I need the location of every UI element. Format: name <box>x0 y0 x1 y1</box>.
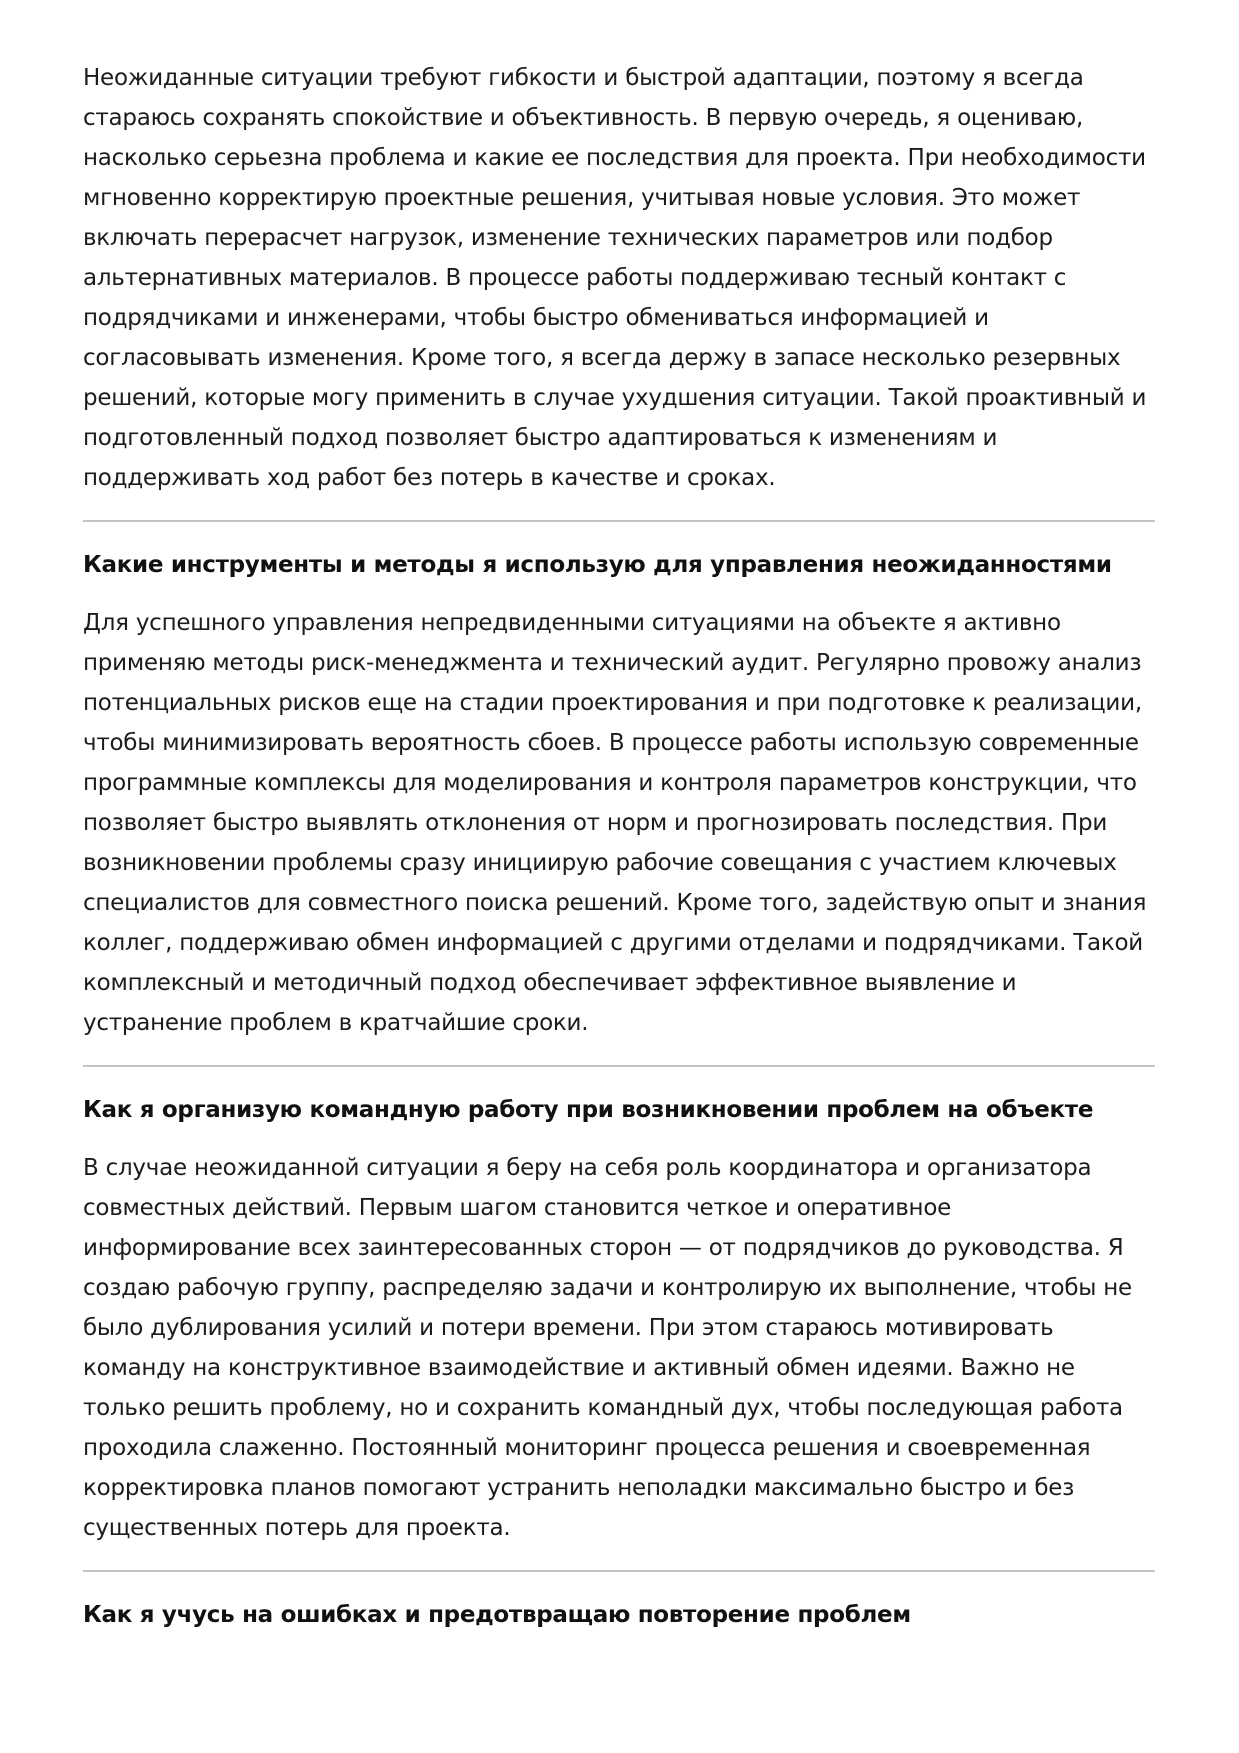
section-heading-learning: Как я учусь на ошибках и предотвращаю повторение проблем <box>83 1602 911 1628</box>
section-divider <box>83 520 1155 522</box>
section-divider <box>83 1570 1155 1572</box>
intro-paragraph: Неожиданные ситуации требуют гибкости и быстрой адаптации, поэтому я всегда стараюсь сохранять спокойствие и объективность. В первую очередь, я оцениваю, насколько серьезна проблема и какие ее последствия для проекта. При необходимости мгновенно корректирую проектные решения, учитывая новые условия. Это может включать перерасчет нагрузок, изменение технических параметров или подбор альтернативных материалов. В процессе работы поддерживаю тесный контакт с подрядчиками и инженерами, чтобы быстро обмениваться информацией и согласовывать изменения. Кроме того, я всегда держу в запасе несколько резервных решений, которые могу применить в случае ухудшения ситуации. Такой проактивный и подготовленный подход позволяет быстро адаптироваться к изменениям и поддерживать ход работ без потерь в качестве и сроках. <box>83 65 1147 491</box>
section-heading-tools: Какие инструменты и методы я использую для управления неожиданностями <box>83 552 1112 578</box>
section-body-teamwork: В случае неожиданной ситуации я беру на себя роль координатора и организатора совместных действий. Первым шагом становится четкое и оперативное информирование всех заинтересованных сторон — от подрядчиков до руководства. Я создаю рабочую группу, распределяю задачи и контролирую их выполнение, чтобы не было дублирования усилий и потери времени. При этом стараюсь мотивировать команду на конструктивное взаимодействие и активный обмен идеями. Важно не только решить проблему, но и сохранить командный дух, чтобы последующая работа проходила слаженно. Постоянный мониторинг процесса решения и своевременная корректировка планов помогают устранить неполадки максимально быстро и без существенных потерь для проекта. <box>83 1155 1132 1541</box>
section-divider <box>83 1065 1155 1067</box>
section-body-tools: Для успешного управления непредвиденными ситуациями на объекте я активно применяю методы риск-менеджмента и технический аудит. Регулярно провожу анализ потенциальных рисков еще на стадии проектирования и при подготовке к реализации, чтобы минимизировать вероятность сбоев. В процессе работы использую современные программные комплексы для моделирования и контроля параметров конструкции, что позволяет быстро выявлять отклонения от норм и прогнозировать последствия. При возникновении проблемы сразу инициирую рабочие совещания с участием ключевых специалистов для совместного поиска решений. Кроме того, задействую опыт и знания коллег, поддерживаю обмен информацией с другими отделами и подрядчиками. Такой комплексный и методичный подход обеспечивает эффективное выявление и устранение проблем в кратчайшие сроки. <box>83 610 1147 1036</box>
document-page <box>83 58 1155 1635</box>
section-heading-teamwork: Как я организую командную работу при возникновении проблем на объекте <box>83 1097 1094 1123</box>
